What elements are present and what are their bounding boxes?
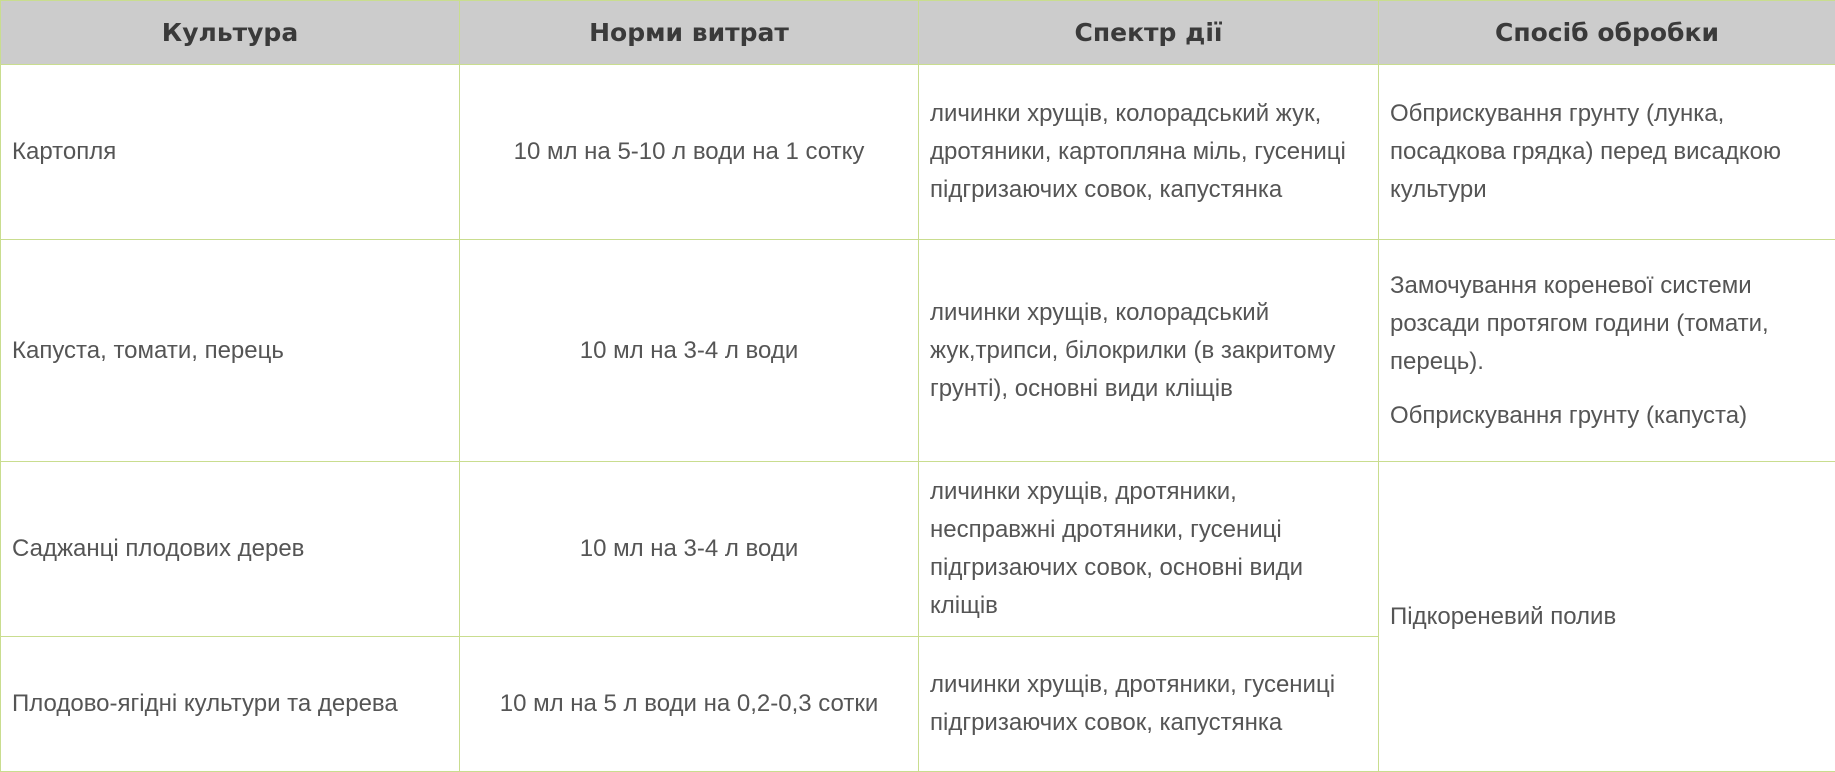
header-rate: Норми витрат (460, 1, 919, 65)
method-cell (1379, 65, 1835, 240)
table-row (1, 65, 1835, 240)
rate-cell: 10 мл на 3-4 л води (460, 240, 919, 462)
culture-cell: Саджанці плодових дерев (1, 462, 460, 637)
header-method: Спосіб обробки (1379, 1, 1835, 65)
header-row (1, 1, 1835, 65)
method-text: Замочування кореневої системи розсади протягом години (томати, перець). (1390, 267, 1824, 381)
method-text: Обприскування грунту (лунка, посадкова грядка) перед висадкою культури (1390, 95, 1824, 209)
table-row (1, 240, 1835, 462)
header-culture: Культура (1, 1, 460, 65)
table-body (1, 65, 1835, 772)
rate-cell: 10 мл на 5 л води на 0,2-0,3 сотки (460, 637, 919, 772)
culture-cell: Плодово-ягідні культури та дерева (1, 637, 460, 772)
spectrum-cell: личинки хрущів, дротяники, гусениці підгризаючих совок, капустянка (919, 637, 1379, 772)
spectrum-cell: личинки хрущів, колорадський жук, дротяники, картопляна міль, гусениці підгризаючих совок, капустянка (919, 65, 1379, 240)
method-text: Обприскування грунту (капуста) (1390, 397, 1824, 435)
spectrum-cell: личинки хрущів, колорадський жук,трипси, білокрилки (в закритому грунті), основні види кліщів (919, 240, 1379, 462)
table-row (1, 462, 1835, 637)
header-spectrum: Спектр дії (919, 1, 1379, 65)
culture-cell: Картопля (1, 65, 460, 240)
method-cell (1379, 462, 1835, 772)
table-header (1, 1, 1835, 65)
method-cell (1379, 240, 1835, 462)
culture-cell: Капуста, томати, перець (1, 240, 460, 462)
spectrum-cell: личинки хрущів, дротяники, несправжні дротяники, гусениці підгризаючих совок, основні види кліщів (919, 462, 1379, 637)
rate-cell: 10 мл на 5-10 л води на 1 сотку (460, 65, 919, 240)
rate-cell: 10 мл на 3-4 л води (460, 462, 919, 637)
method-text: Підкореневий полив (1390, 598, 1824, 636)
